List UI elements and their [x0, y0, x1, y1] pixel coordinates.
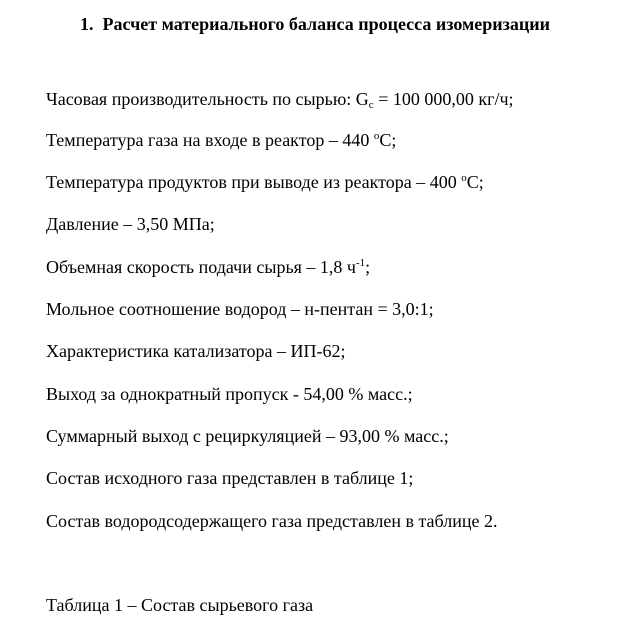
- hourly-capacity-value: = 100 000,00 кг/ч;: [373, 89, 514, 109]
- exponent-superscript: -1: [355, 257, 366, 269]
- table-caption: Таблица 1 – Состав сырьевого газа: [46, 595, 314, 615]
- total-yield-line: Суммарный выход с рециркуляцией – 93,00 % масс.;: [46, 426, 449, 446]
- section-heading: [80, 10, 550, 38]
- hydrogen-gas-composition-line: Состав водородсодержащего газа представлен в таблице 2.: [46, 511, 498, 531]
- outlet-temperature-line: [46, 170, 484, 194]
- hourly-capacity-text: Часовая производительность по сырью: G: [46, 89, 369, 109]
- space-velocity-end: ;: [365, 257, 371, 277]
- hourly-capacity-line: [46, 87, 514, 111]
- inlet-temperature-line: [46, 128, 396, 152]
- section-title: Расчет материального баланса процесса изомеризации: [102, 14, 550, 34]
- single-pass-yield-line: Выход за однократный пропуск - 54,00 % масс.;: [46, 384, 413, 404]
- space-velocity-line: [46, 255, 370, 279]
- degree-superscript: o: [373, 130, 380, 142]
- pressure-line: Давление – 3,50 МПа;: [46, 214, 215, 234]
- outlet-temperature-unit: C;: [466, 172, 484, 192]
- molar-ratio-line: Мольное соотношение водород – н-пентан = 3,0:1;: [46, 299, 434, 319]
- catalyst-line: Характеристика катализатора – ИП-62;: [46, 341, 346, 361]
- feed-gas-composition-line: Состав исходного газа представлен в таблице 1;: [46, 468, 414, 488]
- feed-subscript: c: [368, 99, 374, 111]
- space-velocity-text: Объемная скорость подачи сырья – 1,8 ч: [46, 257, 356, 277]
- section-number: 1.: [80, 14, 94, 34]
- outlet-temperature-text: Температура продуктов при выводе из реактора – 400: [46, 172, 462, 192]
- inlet-temperature-unit: C;: [379, 130, 397, 150]
- inlet-temperature-text: Температура газа на входе в реактор – 440: [46, 130, 374, 150]
- degree-superscript: o: [461, 172, 467, 184]
